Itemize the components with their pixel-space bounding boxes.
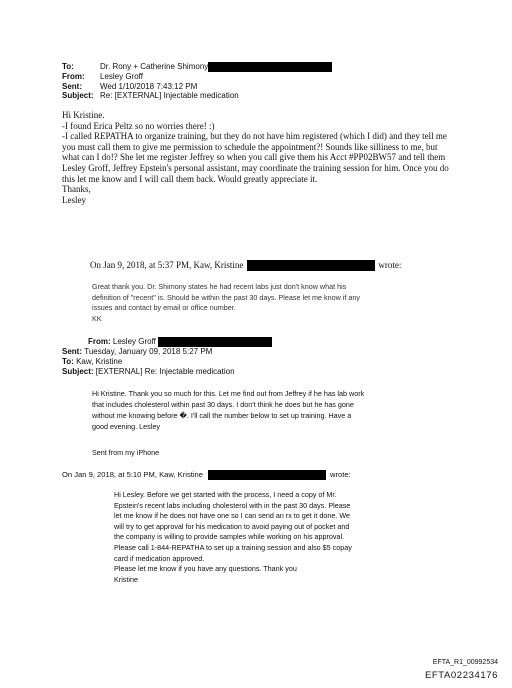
subject-row — [62, 367, 272, 377]
message-line: definition of "recent" is. Should be within the past 30 days. Please let me know if any — [92, 292, 360, 302]
message-line: will try to get approval for his medication to avoid paying out of pocket and — [114, 521, 350, 531]
thanks-line: Thanks, — [62, 184, 91, 195]
message-line: Please let me know if you have any questions. Thank you — [114, 564, 297, 574]
from-value: Lesley Groff — [100, 72, 143, 81]
message-line: Please call 1-844-REPATHA to set up a training session and also $5 copay — [114, 542, 352, 552]
message-line: let me know if he does not have one so I can send an rx to get it done. We — [114, 511, 351, 521]
quote-prefix: On Jan 9, 2018, at 5:37 PM, Kaw, Kristine — [90, 260, 244, 270]
from-row — [62, 337, 272, 347]
email-header — [62, 62, 332, 101]
message-line: card if medication approved. — [114, 553, 205, 563]
forwarded-header — [62, 337, 272, 377]
lesley-message — [92, 388, 422, 432]
redaction-box — [247, 260, 375, 271]
subject-value: [EXTERNAL] Re: Injectable medication — [95, 367, 235, 376]
from-label: From: — [88, 337, 111, 346]
greeting: Hi Kristine. — [62, 110, 105, 120]
from-label: From: — [62, 72, 85, 81]
message-line: that includes cholesterol within past 30 days. I don't think he does but he has gone — [92, 400, 354, 409]
message-line: good evening. Lesley — [92, 422, 160, 431]
to-value: Kaw, Kristine — [76, 357, 123, 366]
message-line: without me knowing before �. I'll call the number below to set up training. Have a — [92, 411, 352, 420]
document-id-small: EFTA_R1_00992534 — [432, 659, 498, 666]
message-line: Hi Kristine. Thank you so much for this. Let me find out from Jeffrey if he has lab work — [92, 389, 365, 398]
sent-row — [62, 347, 272, 357]
message-line: Hi Lesley. Before we get started with the process, I need a copy of Mr. — [114, 490, 337, 499]
signature: Lesley — [62, 194, 86, 205]
sent-row — [62, 82, 332, 92]
sent-label: Sent: — [62, 347, 82, 356]
quote-suffix: wrote: — [330, 470, 351, 479]
sent-from-line: Sent from my iPhone — [92, 448, 160, 457]
quote-header — [62, 470, 351, 480]
quote-prefix: On Jan 9, 2018, at 5:10 PM, Kaw, Kristine — [62, 470, 203, 479]
to-row — [62, 357, 272, 367]
to-value: Dr. Rony + Catherine Shimony — [100, 62, 209, 72]
from-value: Lesley Groff — [112, 337, 156, 346]
message-line: Epstein's recent labs including cholesterol with in the past 30 days. Please — [114, 500, 351, 510]
subject-label: Subject: — [62, 367, 94, 376]
sent-value: Wed 1/10/2018 7:43:12 PM — [100, 81, 198, 91]
message-line: Great thank you. Dr. Shimony states he had recent labs just don't know what his — [92, 282, 347, 291]
redaction-box — [158, 337, 272, 347]
quote-header — [90, 260, 460, 271]
message-paragraph: -I called REPATHA to organize training, but they do not have him registered (which I did) and they tell me you must call them to give me permission to schedule the appointment?! Sounds like silliness to me, but what can I do!? She let me register Jeffrey so when you call give them his Acct #PP02BW57 and tell them Lesley Groff, Jeffrey Epstein's personal assistant, may coordinate the training session for him. Once you do this let me know and I will call them back. Would greatly appreciate it. — [62, 131, 449, 184]
main-message — [62, 110, 452, 205]
message-line: issues and contact by email or office number. — [92, 303, 236, 312]
sent-label: Sent: — [62, 81, 82, 91]
redaction-box — [208, 62, 332, 72]
message-line: the company is willing to provide samples while working on his approval. — [114, 532, 345, 542]
to-label: To: — [62, 62, 74, 71]
message-line: KK — [92, 313, 102, 323]
from-row — [62, 72, 332, 82]
message-line: Kristine — [114, 574, 138, 584]
kk-message — [92, 282, 432, 324]
to-label: To: — [62, 357, 74, 366]
subject-row — [62, 91, 332, 101]
to-row — [62, 62, 332, 72]
sent-value: Tuesday, January 09, 2018 5:27 PM — [84, 347, 213, 356]
message-line: -I found Erica Peltz so no worries there! :) — [62, 120, 215, 131]
redaction-box — [208, 470, 326, 480]
quote-suffix: wrote: — [378, 260, 402, 270]
subject-label: Subject: — [62, 91, 94, 100]
kristine-message — [114, 490, 414, 585]
document-id-large: EFTA02234176 — [424, 670, 498, 681]
subject-value: Re: [EXTERNAL] Injectable medication — [100, 91, 239, 100]
